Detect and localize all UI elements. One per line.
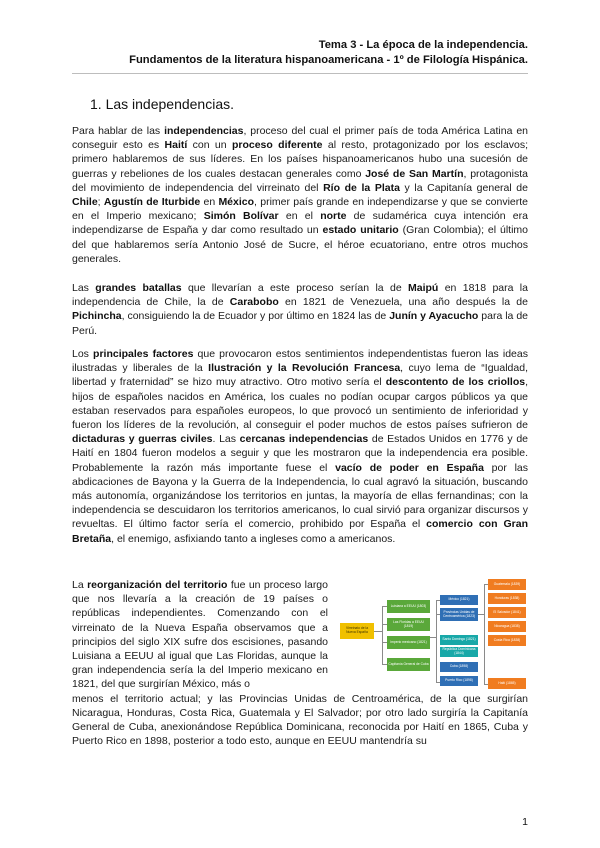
text-run: Las <box>72 282 96 294</box>
paragraph-leaders <box>72 124 528 266</box>
bold-term: principales factores <box>93 348 194 360</box>
header-divider <box>72 73 528 74</box>
text-run: , el enemigo, asfixiando tanto a ingleses como a americanos. <box>111 532 396 545</box>
bold-term: México <box>218 196 255 209</box>
bold-term: grandes batallas <box>95 282 182 294</box>
text-run: Los <box>72 348 94 360</box>
text-run: Para hablar de las <box>72 125 165 137</box>
paragraph-territory-continued: menos el territorio actual; y las Provincias Unidas de Centroamérica, de la que surgirían Nicaragua, Honduras, Costa Rica, Guatemala y El Salvador; por otro lado surgiría la Capitanía General de Cuba, anexionándose República Dominicana, reconocida por Haití en 1865, Cuba y Puerto Rico en 1898, posterior a todo esto, aunque en EEUU mantendría su <box>72 692 528 748</box>
diagram-connector <box>436 600 437 682</box>
diagram-level1-node: Las Floridas a EEUU (1819) <box>387 618 430 631</box>
text-run: que provocaron estos sentimientos independentistas fueron las ideas ilustradas y liberales de la <box>72 348 528 375</box>
bold-term: descontento de los criollos <box>385 376 526 389</box>
bold-term: vacío de poder en España <box>335 461 484 474</box>
text-run: para la de Perú. <box>72 310 529 337</box>
page-number: 1 <box>522 816 528 828</box>
text-run: La <box>72 579 88 591</box>
text-run: con un <box>187 139 232 152</box>
text-run: (Gran Colombia); el último del que hablaremos sería Antonio José de Sucre, el héroe ecuatoriano, entre otros muchos generales. <box>72 224 528 265</box>
diagram-level2-node: Provincias Unidas de Centroamérica (1823) <box>440 608 478 621</box>
text-run: , primer país grande en independizarse y que se convierte en el Imperio mexicano; <box>72 196 528 223</box>
bold-term: independencias <box>164 125 244 137</box>
section-title: 1. Las independencias. <box>90 96 234 112</box>
bold-term: Simón Bolívar <box>203 210 279 223</box>
text-run: , cuyo lema de “Igualdad, libertad y fraternidad” se hizo muy atractivo. Otro motivo sería el <box>72 362 528 389</box>
text-run: de sudamérica cuya intención era independizarse de España y dar como resultado un <box>72 210 528 237</box>
bold-term: Pichincha <box>72 310 122 323</box>
text-run: , consiguiendo la de Ecuador y por último en 1824 las de <box>121 310 390 323</box>
text-run: por las abdicaciones de Bayona y la Guerra de la Independencia, lo cual agravó la situación, buscando más autonomía, organizándose los territorios en juntas, la mayoría de ellas fernandinas; con la independencia se descuidaron los territorios americanos, lo cual sirvió para organizar discursos y revueltas. El último factor sería el comercio, prohibido por España el <box>72 461 529 531</box>
text-run: ; <box>97 196 104 209</box>
text-run: . Las <box>212 433 240 446</box>
diagram-level3-node: Guatemala (1839) <box>488 579 526 590</box>
diagram-connector <box>382 606 383 664</box>
bold-term: comercio con Gran Bretaña <box>72 518 529 545</box>
diagram-level1-node: Imperio mexicano (1821) <box>387 636 430 649</box>
text-run: y la Capitanía general de <box>399 181 528 194</box>
bold-term: estado unitario <box>322 224 399 237</box>
text-run: , hijos de españoles nacidos en América, los cuales no podían ocupar cargos públicos ya que estaban reservados para españoles europeos, lo que provocó un sentimiento de inferioridad y fueron los líderes de la revolución, al conseguir el poder muchos de estos países sufrieron de <box>72 376 528 432</box>
text-run: que llevarían a este proceso serían la de <box>181 282 409 294</box>
diagram-level3-node: Costa Rica (1838) <box>488 635 526 646</box>
text-run: fue un proceso largo que nos llevaría a la creación de 19 países o repúblicas independientes. Comenzando con el virreinato de la Nueva España observamos que a principios del siglo XIX sufre dos escisiones, pasando Luisiana a EEUU al igual que Las Floridas, aunque la gran independencia sería la del Imperio mexicano en 1821, del que surgirían México, más o <box>72 579 328 691</box>
diagram-level3-node: El Salvador (1841) <box>488 607 526 618</box>
bold-term: reorganización del territorio <box>87 579 228 591</box>
diagram-level2-node: Santo Domingo (1821) <box>440 635 478 645</box>
paragraph-battles <box>72 281 528 338</box>
diagram-level3-node: Haití (1865) <box>488 678 526 689</box>
territory-diagram <box>340 578 530 690</box>
bold-term: José de San Martín <box>365 167 464 180</box>
text-run: al resto, protagonizado por los esclavos; primero hablaremos de sus líderes. En los países hispanoamericanos hubo una sucesión de guerras y rebeliones de los cuales destacan generales como <box>72 139 528 180</box>
text-run: en 1821 de Venezuela, una año después la de <box>278 296 528 309</box>
bold-term: norte <box>320 210 347 223</box>
diagram-connector <box>374 631 382 632</box>
diagram-level1-node: Luisiana a EEUU (1803) <box>387 600 430 613</box>
bold-term: cercanas independencias <box>239 433 369 446</box>
bold-term: dictaduras y guerras civiles <box>72 433 213 446</box>
header-topic: Tema 3 - La época de la independencia. <box>318 39 528 51</box>
text-run: en <box>200 196 219 209</box>
text-run: de Estados Unidos en 1776 y de Haití en 1804 fueron modelos a seguir y que les mostraron que la independencia era posible. Probablemente la razón más importante fuese el <box>72 433 528 474</box>
bold-term: Haití <box>164 139 188 152</box>
bold-term: Agustín de Iturbide <box>103 196 201 209</box>
document-header <box>129 38 528 68</box>
bold-term: Maipú <box>408 282 439 294</box>
diagram-level3-node: Nicaragua (1838) <box>488 621 526 632</box>
diagram-level2-node: México (1821) <box>440 595 478 605</box>
bold-term: Río de la Plata <box>323 181 400 194</box>
text-run: en 1818 para la independencia de Chile, la de <box>72 282 528 309</box>
bold-term: Junín y Ayacucho <box>389 310 479 323</box>
diagram-level3-node: Honduras (1838) <box>488 593 526 604</box>
bold-term: Ilustración y la Revolución Francesa <box>208 362 401 375</box>
text-run: en el <box>278 210 321 223</box>
text-run: , proceso del cual el primer país de toda América Latina en conseguir esto es <box>72 125 528 152</box>
diagram-connector <box>484 584 485 684</box>
diagram-level2-node: Cuba (1898) <box>440 662 478 672</box>
bold-term: Carabobo <box>229 296 279 309</box>
diagram-level2-node: República Dominicana (1844) <box>440 647 478 657</box>
text-run: , protagonista del movimiento de independencia del virreinato del <box>72 167 528 194</box>
diagram-level2-node: Puerto Rico (1898) <box>440 676 478 686</box>
header-course: Fundamentos de la literatura hispanoamericana - 1º de Filología Hispánica. <box>129 54 528 66</box>
paragraph-territory-wrapped <box>72 578 328 692</box>
bold-term: proceso diferente <box>231 139 323 152</box>
bold-term: Chile <box>72 196 98 209</box>
diagram-level1-node: Capitanía General de Cuba <box>387 658 430 671</box>
diagram-root-node: Virreinato de la Nueva España <box>340 623 374 639</box>
paragraph-factors <box>72 347 528 546</box>
